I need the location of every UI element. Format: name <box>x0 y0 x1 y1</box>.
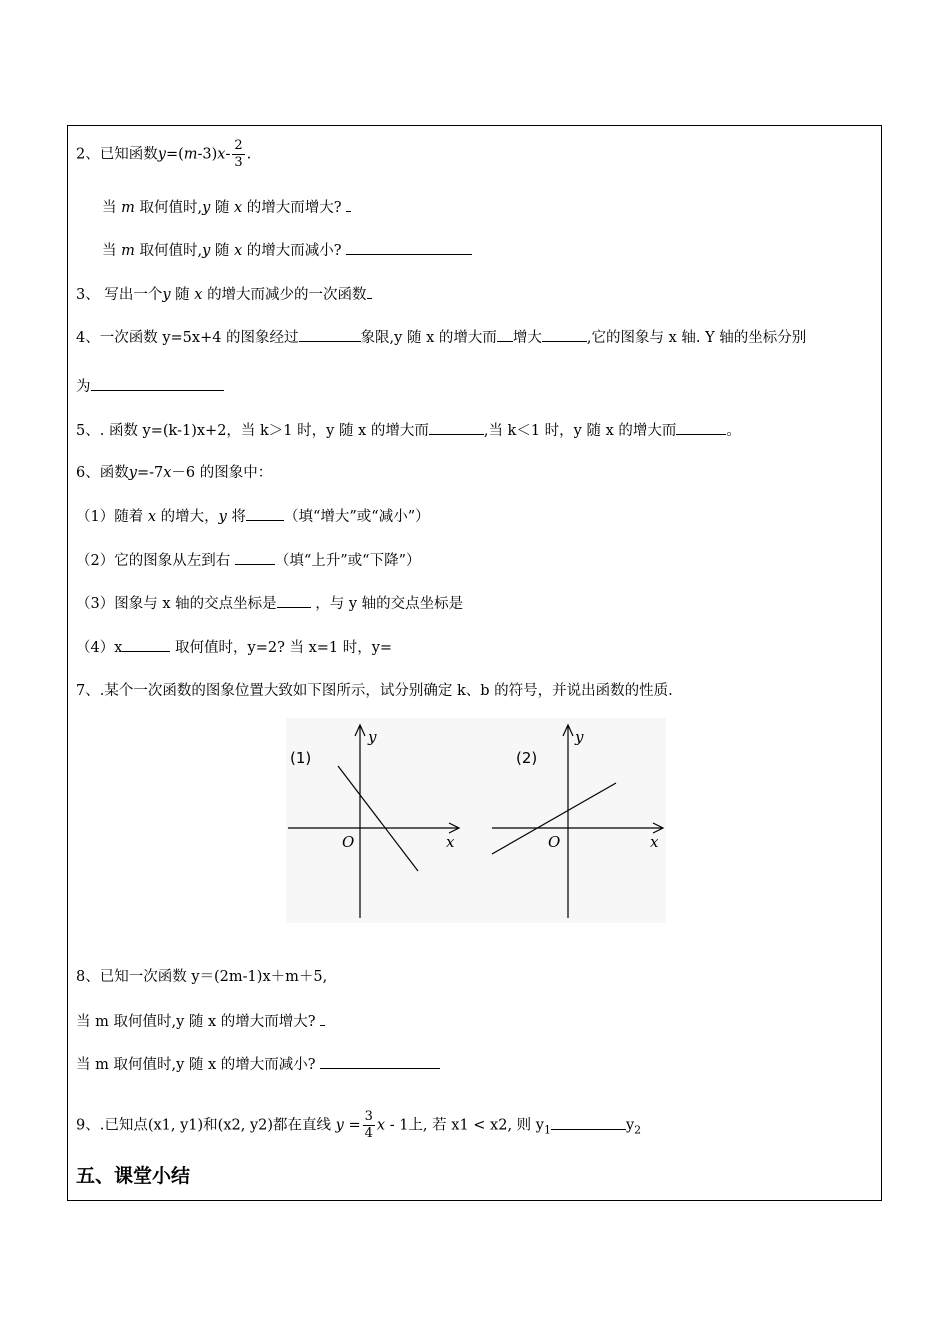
graph1-label: (1) <box>290 749 312 767</box>
q7-text: 7、.某个一次函数的图象位置大致如下图所示，试分别确定 k、b 的符号，并说出函数的性质. <box>76 683 673 699</box>
q2-frac-den: 3 <box>234 155 243 170</box>
q2-line <box>76 138 251 171</box>
q8-a: 8、已知一次函数 y＝(2m-1)x＋m＋5, <box>76 969 328 985</box>
graph2-x-label: x <box>650 833 659 851</box>
q2-sub1 <box>102 197 351 218</box>
graph2-y-label: y <box>575 728 584 746</box>
answer-blank[interactable] <box>429 420 484 435</box>
q4-b: 象限,y 随 x 的增大而 <box>360 330 497 346</box>
q6-p1-d: （填“增大”或“减小”） <box>283 509 430 525</box>
answer-blank[interactable] <box>346 197 351 212</box>
q2-var-y: y <box>157 146 166 163</box>
q6-a: 6、函数 <box>76 465 129 481</box>
graph1-y-label: y <box>368 728 377 746</box>
q9-frac-den: 4 <box>364 1126 373 1141</box>
q2-sub2-x: x <box>234 243 243 259</box>
q3-c: 的增大而减少的一次函数 <box>207 287 367 303</box>
q2-sub2-a: 当 <box>102 243 117 259</box>
q4-line2 <box>76 376 224 397</box>
q2-sub2-d: 的增大而减小? <box>246 243 342 259</box>
q6-part2 <box>76 550 421 571</box>
q6-p3-b: ，与 y 轴的交点坐标是 <box>315 596 464 612</box>
q6-p1-y: y <box>218 509 227 525</box>
answer-blank[interactable] <box>367 284 372 299</box>
q9-b: - 1上, 若 x1 < x2, 则 y <box>389 1117 544 1134</box>
answer-blank[interactable] <box>346 240 472 255</box>
q5-a: 5、. 函数 y=(k-1)x+2，当 k＞1 时，y 随 x 的增大而 <box>76 423 429 439</box>
q3-x: x <box>194 287 203 303</box>
q2-sub1-d: 的增大而增大? <box>246 200 342 216</box>
graph2-origin: O <box>548 833 561 851</box>
graph1-x-label: x <box>446 833 455 851</box>
q2-sub1-x: x <box>234 200 243 216</box>
q3-line <box>76 284 372 305</box>
q2-end: . <box>246 146 252 163</box>
answer-blank[interactable] <box>122 637 170 652</box>
q2-sub1-a: 当 <box>102 200 117 216</box>
answer-blank[interactable] <box>246 506 284 521</box>
q6-p1-b: 的增大， <box>160 509 219 525</box>
q8-sub2 <box>76 1054 440 1075</box>
q6-line <box>76 463 272 483</box>
q4-line <box>76 327 806 348</box>
q6-p2-a: （2）它的图象从左到右 <box>76 553 231 569</box>
q2-eq: =( <box>165 146 184 163</box>
q6-part4 <box>76 637 392 658</box>
q2-sub2-y: y <box>202 243 211 259</box>
q6-b: =-7 <box>136 465 164 481</box>
q6-x: x <box>163 465 172 481</box>
answer-blank[interactable] <box>676 420 726 435</box>
q6-p4-a: （4）x <box>76 640 123 656</box>
q9-x: x <box>376 1117 386 1134</box>
q2-sub1-b: 取何值时, <box>139 200 203 216</box>
answer-blank[interactable] <box>320 1054 440 1069</box>
q8-l1: 当 m 取何值时,y 随 x 的增大而增大? <box>76 1014 316 1030</box>
q9-y: y <box>335 1117 344 1134</box>
q2-frac-num: 2 <box>234 138 243 153</box>
answer-blank[interactable] <box>497 327 513 342</box>
q2-sub1-m: m <box>121 200 135 216</box>
q2-fraction <box>232 138 244 171</box>
q6-p1-c: 将 <box>231 509 246 525</box>
q2-mid: -3) <box>197 146 218 163</box>
q9-sub2: 2 <box>634 1123 642 1137</box>
q5-line <box>76 420 741 441</box>
q7-line <box>76 681 673 701</box>
q6-y: y <box>128 465 137 481</box>
q2-sub2-c: 随 <box>214 243 230 259</box>
q9-eq: = <box>348 1117 361 1134</box>
q6-p1-a: （1）随着 <box>76 509 144 525</box>
q3-a: 3、 写出一个 <box>76 287 163 303</box>
q5-b: ,当 k＜1 时，y 随 x 的增大而 <box>483 423 677 439</box>
q7-graphs-figure <box>286 718 666 923</box>
answer-blank[interactable] <box>551 1115 626 1130</box>
q2-var-x: x <box>217 146 226 163</box>
q3-b: 随 <box>175 287 190 303</box>
q2-sub2-b: 取何值时, <box>139 243 203 259</box>
q3-y: y <box>162 287 171 303</box>
answer-blank[interactable] <box>542 327 587 342</box>
q6-p3-a: （3）图象与 x 轴的交点坐标是 <box>76 596 277 612</box>
q9-frac-num: 3 <box>364 1109 373 1124</box>
figure-background <box>286 718 666 923</box>
q8-sub1 <box>76 1011 325 1032</box>
q4-d: ,它的图象与 x 轴. Y 轴的坐标分别 <box>586 330 807 346</box>
q6-p2-b: （填“上升”或“下降”） <box>274 553 421 569</box>
q9-line <box>76 1109 641 1142</box>
q4-line2-text: 为 <box>76 379 91 395</box>
q2-var-m: m <box>183 146 198 163</box>
answer-blank[interactable] <box>277 593 311 608</box>
q4-c: 增大 <box>512 330 542 346</box>
q6-p4-b: 取何值时，y=2? 当 x=1 时，y= <box>175 640 393 656</box>
q8-l2: 当 m 取何值时,y 随 x 的增大而减小? <box>76 1057 316 1073</box>
q8-line <box>76 967 327 987</box>
q9-c: y <box>625 1117 635 1134</box>
graph2-label: (2) <box>516 749 538 767</box>
q4-a: 4、一次函数 y=5x+4 的图象经过 <box>76 330 299 346</box>
graph1-origin: O <box>342 833 355 851</box>
q2-sub1-y: y <box>202 200 211 216</box>
q2-prefix: 2、已知函数 <box>76 146 158 163</box>
q6-part1 <box>76 506 430 527</box>
q2-sub2-m: m <box>121 243 135 259</box>
section-title: 五、课堂小结 <box>76 1165 191 1187</box>
answer-blank[interactable] <box>299 327 361 342</box>
q9-a: 9、.已知点(x1, y1)和(x2, y2)都在直线 <box>76 1117 332 1134</box>
q9-sub1: 1 <box>543 1123 551 1137</box>
q6-c: －6 的图象中： <box>171 465 273 481</box>
q2-sub1-c: 随 <box>214 200 230 216</box>
answer-blank[interactable] <box>320 1011 325 1026</box>
answer-blank[interactable] <box>235 550 275 565</box>
q9-fraction <box>363 1109 375 1142</box>
answer-blank[interactable] <box>91 376 224 391</box>
q2-sub2 <box>102 240 472 261</box>
q6-p1-x: x <box>147 509 157 525</box>
q5-c: 。 <box>726 423 741 439</box>
q2-minus: - <box>225 146 231 163</box>
q6-part3 <box>76 593 463 614</box>
